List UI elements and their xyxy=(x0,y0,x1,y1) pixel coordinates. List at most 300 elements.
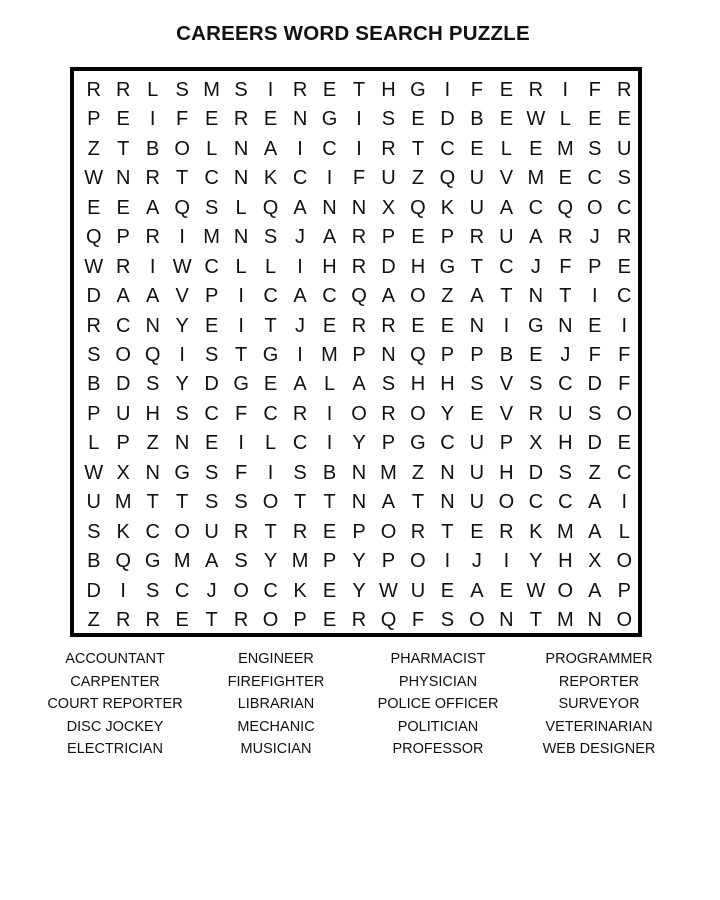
grid-letter[interactable]: R xyxy=(292,402,308,425)
grid-letter[interactable]: I xyxy=(238,285,244,308)
grid-letter[interactable]: N xyxy=(381,343,396,366)
grid-letter[interactable]: C xyxy=(322,137,337,160)
grid-letter[interactable]: E xyxy=(470,137,484,160)
grid-letter[interactable]: E xyxy=(322,609,337,632)
grid-letter[interactable]: K xyxy=(263,167,278,190)
grid-letter[interactable]: Q xyxy=(85,226,102,249)
grid-letter[interactable]: S xyxy=(175,402,189,425)
grid-letter[interactable]: R xyxy=(381,402,396,425)
grid-letter[interactable]: G xyxy=(321,108,338,131)
grid-letter[interactable]: R xyxy=(351,226,367,249)
grid-letter[interactable]: H xyxy=(322,255,337,278)
grid-letter[interactable]: C xyxy=(587,167,602,190)
grid-letter[interactable]: Z xyxy=(441,285,454,308)
grid-letter[interactable]: R xyxy=(145,167,160,190)
grid-letter[interactable]: T xyxy=(500,285,513,308)
grid-letter[interactable]: H xyxy=(440,373,455,396)
grid-letter[interactable]: U xyxy=(499,226,514,249)
grid-letter[interactable]: S xyxy=(204,196,219,219)
grid-letter[interactable]: A xyxy=(381,491,396,514)
grid-letter[interactable]: H xyxy=(145,402,160,425)
grid-letter[interactable]: E xyxy=(263,373,278,396)
grid-letter[interactable]: Q xyxy=(262,196,279,219)
grid-letter[interactable]: U xyxy=(469,196,485,219)
grid-letter[interactable]: U xyxy=(469,461,485,484)
grid-letter[interactable]: Y xyxy=(352,579,366,602)
grid-letter[interactable]: Q xyxy=(380,609,397,632)
grid-letter[interactable]: E xyxy=(499,78,514,101)
grid-letter[interactable]: I xyxy=(267,461,274,484)
grid-letter[interactable]: I xyxy=(356,137,362,160)
grid-letter[interactable]: S xyxy=(146,579,160,602)
grid-letter[interactable]: O xyxy=(174,137,190,160)
grid-letter[interactable]: U xyxy=(115,402,131,425)
grid-letter[interactable]: N xyxy=(528,285,544,308)
grid-letter[interactable]: S xyxy=(175,78,189,101)
grid-letter[interactable]: S xyxy=(558,461,572,484)
grid-letter[interactable]: C xyxy=(558,491,573,514)
grid-letter[interactable]: P xyxy=(87,402,101,425)
grid-letter[interactable]: S xyxy=(146,373,160,396)
grid-letter[interactable]: E xyxy=(322,579,337,602)
grid-letter[interactable]: K xyxy=(529,520,543,543)
grid-letter[interactable]: W xyxy=(84,461,104,484)
grid-letter[interactable]: U xyxy=(204,520,219,543)
grid-letter[interactable]: E xyxy=(263,108,278,131)
grid-letter[interactable]: R xyxy=(351,609,367,632)
grid-letter[interactable]: U xyxy=(410,579,426,602)
grid-letter[interactable]: U xyxy=(617,137,632,160)
grid-letter[interactable]: Z xyxy=(87,609,100,632)
grid-letter[interactable]: A xyxy=(529,226,543,249)
grid-letter[interactable]: Z xyxy=(411,167,425,190)
grid-letter[interactable]: X xyxy=(588,550,602,573)
grid-letter[interactable]: S xyxy=(588,137,602,160)
grid-letter[interactable]: O xyxy=(587,196,603,219)
grid-letter[interactable]: V xyxy=(499,167,514,190)
grid-letter[interactable]: L xyxy=(559,108,571,131)
grid-letter[interactable]: A xyxy=(470,285,484,308)
grid-letter[interactable]: P xyxy=(381,432,396,455)
grid-letter[interactable]: C xyxy=(558,373,573,396)
grid-letter[interactable]: O xyxy=(469,609,485,632)
grid-letter[interactable]: N xyxy=(115,167,131,190)
grid-letter[interactable]: C xyxy=(263,579,278,602)
grid-letter[interactable]: I xyxy=(356,108,362,131)
grid-letter[interactable]: U xyxy=(469,167,485,190)
grid-letter[interactable]: T xyxy=(176,167,189,190)
grid-letter[interactable]: A xyxy=(381,285,396,308)
grid-letter[interactable]: T xyxy=(234,343,248,366)
grid-letter[interactable]: A xyxy=(263,137,278,160)
grid-letter[interactable]: Z xyxy=(146,432,159,455)
grid-letter[interactable]: K xyxy=(440,196,455,219)
grid-letter[interactable]: D xyxy=(528,461,544,484)
grid-letter[interactable]: N xyxy=(233,167,249,190)
grid-letter[interactable]: A xyxy=(293,373,307,396)
grid-letter[interactable]: M xyxy=(556,137,574,160)
grid-letter[interactable]: E xyxy=(499,579,514,602)
grid-letter[interactable]: L xyxy=(88,432,100,455)
grid-letter[interactable]: I xyxy=(444,78,451,101)
grid-letter[interactable]: F xyxy=(559,255,572,278)
grid-letter[interactable]: C xyxy=(440,137,455,160)
grid-letter[interactable]: I xyxy=(621,491,628,514)
grid-letter[interactable]: M xyxy=(173,550,191,573)
grid-letter[interactable]: C xyxy=(528,196,544,219)
grid-letter[interactable]: A xyxy=(588,579,602,602)
grid-letter[interactable]: O xyxy=(410,285,426,308)
grid-letter[interactable]: R xyxy=(469,226,485,249)
grid-letter[interactable]: E xyxy=(588,314,602,337)
grid-letter[interactable]: S xyxy=(234,550,248,573)
grid-letter[interactable]: P xyxy=(588,255,602,278)
grid-letter[interactable]: C xyxy=(617,196,632,219)
grid-letter[interactable]: F xyxy=(588,78,601,101)
grid-letter[interactable]: B xyxy=(470,108,484,131)
grid-letter[interactable]: S xyxy=(381,108,396,131)
grid-letter[interactable]: R xyxy=(499,520,514,543)
grid-letter[interactable]: P xyxy=(617,579,631,602)
grid-letter[interactable]: Y xyxy=(175,314,189,337)
grid-letter[interactable]: P xyxy=(499,432,514,455)
grid-letter[interactable]: S xyxy=(293,461,307,484)
grid-letter[interactable]: D xyxy=(204,373,219,396)
grid-letter[interactable]: J xyxy=(530,255,541,278)
grid-letter[interactable]: O xyxy=(616,609,633,632)
grid-letter[interactable]: O xyxy=(233,579,249,602)
grid-letter[interactable]: T xyxy=(146,491,159,514)
grid-letter[interactable]: N xyxy=(440,461,455,484)
grid-letter[interactable]: I xyxy=(503,314,510,337)
grid-letter[interactable]: W xyxy=(379,579,398,602)
grid-letter[interactable]: E xyxy=(87,196,101,219)
grid-letter[interactable]: C xyxy=(174,579,190,602)
grid-letter[interactable]: E xyxy=(411,314,425,337)
grid-letter[interactable]: O xyxy=(410,402,426,425)
grid-letter[interactable]: R xyxy=(145,226,160,249)
grid-letter[interactable]: E xyxy=(440,314,455,337)
grid-letter[interactable]: C xyxy=(204,255,219,278)
grid-letter[interactable]: T xyxy=(470,255,483,278)
grid-letter[interactable]: O xyxy=(174,520,190,543)
grid-letter[interactable]: B xyxy=(87,550,101,573)
grid-letter[interactable]: H xyxy=(410,373,426,396)
grid-letter[interactable]: T xyxy=(205,609,218,632)
grid-letter[interactable]: A xyxy=(588,520,602,543)
grid-letter[interactable]: M xyxy=(203,226,220,249)
grid-letter[interactable]: G xyxy=(528,314,544,337)
grid-letter[interactable]: S xyxy=(204,343,219,366)
grid-letter[interactable]: S xyxy=(234,491,248,514)
grid-letter[interactable]: O xyxy=(616,402,633,425)
grid-letter[interactable]: O xyxy=(616,550,633,573)
grid-letter[interactable]: E xyxy=(204,108,219,131)
grid-letter[interactable]: E xyxy=(411,108,425,131)
grid-letter[interactable]: L xyxy=(235,255,247,278)
grid-letter[interactable]: F xyxy=(411,609,425,632)
grid-letter[interactable]: N xyxy=(469,314,485,337)
grid-letter[interactable]: S xyxy=(470,373,484,396)
grid-letter[interactable]: E xyxy=(204,314,219,337)
grid-letter[interactable]: N xyxy=(174,432,190,455)
grid-letter[interactable]: E xyxy=(411,226,425,249)
grid-letter[interactable]: Q xyxy=(410,343,426,366)
grid-letter[interactable]: S xyxy=(263,226,278,249)
grid-letter[interactable]: R xyxy=(410,520,426,543)
grid-letter[interactable]: R xyxy=(233,520,249,543)
grid-letter[interactable]: W xyxy=(84,167,104,190)
grid-letter[interactable]: T xyxy=(441,520,454,543)
grid-letter[interactable]: E xyxy=(116,108,130,131)
grid-letter[interactable]: R xyxy=(292,78,308,101)
grid-letter[interactable]: M xyxy=(291,550,309,573)
grid-letter[interactable]: X xyxy=(116,461,130,484)
grid-letter[interactable]: R xyxy=(381,137,396,160)
grid-letter[interactable]: S xyxy=(381,373,396,396)
grid-letter[interactable]: L xyxy=(147,78,159,101)
grid-letter[interactable]: F xyxy=(234,461,248,484)
grid-letter[interactable]: O xyxy=(115,343,131,366)
grid-letter[interactable]: C xyxy=(322,285,337,308)
grid-letter[interactable]: O xyxy=(410,550,426,573)
grid-letter[interactable]: Y xyxy=(352,432,366,455)
grid-letter[interactable]: S xyxy=(440,609,455,632)
grid-letter[interactable]: G xyxy=(262,343,279,366)
grid-letter[interactable]: N xyxy=(351,196,367,219)
grid-letter[interactable]: C xyxy=(145,520,160,543)
grid-letter[interactable]: D xyxy=(587,432,602,455)
grid-letter[interactable]: X xyxy=(529,432,543,455)
grid-letter[interactable]: E xyxy=(116,196,130,219)
grid-letter[interactable]: V xyxy=(499,373,514,396)
grid-letter[interactable]: T xyxy=(176,491,189,514)
grid-letter[interactable]: Q xyxy=(410,196,426,219)
grid-letter[interactable]: G xyxy=(233,373,249,396)
grid-letter[interactable]: W xyxy=(84,255,104,278)
grid-letter[interactable]: T xyxy=(529,609,542,632)
grid-letter[interactable]: C xyxy=(292,167,308,190)
grid-letter[interactable]: R xyxy=(617,78,632,101)
grid-letter[interactable]: M xyxy=(203,78,220,101)
grid-letter[interactable]: A xyxy=(293,285,307,308)
grid-letter[interactable]: T xyxy=(117,137,130,160)
grid-letter[interactable]: I xyxy=(503,550,510,573)
grid-letter[interactable]: Y xyxy=(175,373,189,396)
grid-letter[interactable]: T xyxy=(352,78,366,101)
grid-letter[interactable]: R xyxy=(86,314,101,337)
grid-letter[interactable]: A xyxy=(322,226,337,249)
grid-letter[interactable]: Q xyxy=(351,285,367,308)
grid-letter[interactable]: W xyxy=(526,579,546,602)
grid-letter[interactable]: M xyxy=(321,343,338,366)
grid-letter[interactable]: R xyxy=(351,314,367,337)
grid-letter[interactable]: G xyxy=(174,461,190,484)
grid-letter[interactable]: I xyxy=(297,343,303,366)
grid-letter[interactable]: S xyxy=(234,78,248,101)
grid-letter[interactable]: L xyxy=(618,520,630,543)
grid-letter[interactable]: T xyxy=(293,491,307,514)
grid-letter[interactable]: E xyxy=(322,520,337,543)
grid-letter[interactable]: T xyxy=(264,314,277,337)
grid-letter[interactable]: P xyxy=(381,550,396,573)
grid-letter[interactable]: F xyxy=(234,402,248,425)
grid-letter[interactable]: M xyxy=(556,609,574,632)
grid-letter[interactable]: J xyxy=(295,314,306,337)
grid-letter[interactable]: Z xyxy=(411,461,425,484)
grid-letter[interactable]: V xyxy=(175,285,189,308)
grid-letter[interactable]: M xyxy=(556,520,574,543)
grid-letter[interactable]: S xyxy=(87,343,101,366)
grid-letter[interactable]: L xyxy=(235,196,247,219)
grid-letter[interactable]: T xyxy=(411,137,425,160)
grid-letter[interactable]: P xyxy=(116,226,130,249)
grid-letter[interactable]: V xyxy=(499,402,514,425)
grid-letter[interactable]: D xyxy=(381,255,396,278)
grid-letter[interactable]: H xyxy=(558,550,573,573)
grid-letter[interactable]: L xyxy=(265,255,277,278)
grid-letter[interactable]: Q xyxy=(174,196,190,219)
grid-letter[interactable]: T xyxy=(559,285,572,308)
grid-letter[interactable]: Q xyxy=(557,196,574,219)
grid-letter[interactable]: H xyxy=(558,432,573,455)
grid-letter[interactable]: F xyxy=(352,167,366,190)
grid-letter[interactable]: C xyxy=(263,285,278,308)
grid-letter[interactable]: U xyxy=(86,491,101,514)
grid-letter[interactable]: D xyxy=(440,108,455,131)
grid-letter[interactable]: E xyxy=(470,520,484,543)
grid-letter[interactable]: L xyxy=(206,137,218,160)
grid-letter[interactable]: M xyxy=(380,461,397,484)
grid-letter[interactable]: C xyxy=(204,402,219,425)
grid-letter[interactable]: I xyxy=(238,432,244,455)
grid-letter[interactable]: R xyxy=(86,78,101,101)
grid-letter[interactable]: A xyxy=(588,491,602,514)
grid-letter[interactable]: R xyxy=(617,226,632,249)
grid-letter[interactable]: G xyxy=(410,78,426,101)
grid-letter[interactable]: N xyxy=(292,108,308,131)
grid-letter[interactable]: O xyxy=(262,609,279,632)
grid-letter[interactable]: A xyxy=(470,579,484,602)
grid-letter[interactable]: S xyxy=(204,461,219,484)
grid-letter[interactable]: X xyxy=(381,196,396,219)
grid-letter[interactable]: L xyxy=(265,432,277,455)
grid-letter[interactable]: B xyxy=(322,461,337,484)
grid-letter[interactable]: E xyxy=(175,609,189,632)
grid-letter[interactable]: S xyxy=(204,491,219,514)
grid-letter[interactable]: S xyxy=(617,167,631,190)
grid-letter[interactable]: E xyxy=(499,108,514,131)
grid-letter[interactable]: F xyxy=(618,373,631,396)
grid-letter[interactable]: R xyxy=(528,78,544,101)
grid-letter[interactable]: B xyxy=(87,373,101,396)
grid-letter[interactable]: J xyxy=(471,550,482,573)
grid-letter[interactable]: W xyxy=(172,255,192,278)
grid-letter[interactable]: L xyxy=(323,373,336,396)
grid-letter[interactable]: J xyxy=(560,343,571,366)
grid-letter[interactable]: A xyxy=(204,550,219,573)
grid-letter[interactable]: S xyxy=(588,402,602,425)
grid-letter[interactable]: R xyxy=(233,609,249,632)
grid-letter[interactable]: E xyxy=(322,78,337,101)
grid-letter[interactable]: N xyxy=(351,461,367,484)
grid-letter[interactable]: R xyxy=(558,226,573,249)
grid-letter[interactable]: U xyxy=(469,432,485,455)
grid-letter[interactable]: N xyxy=(499,609,514,632)
grid-letter[interactable]: H xyxy=(381,78,396,101)
grid-letter[interactable]: R xyxy=(381,314,396,337)
grid-letter[interactable]: Z xyxy=(87,137,100,160)
grid-letter[interactable]: I xyxy=(149,108,156,131)
grid-letter[interactable]: A xyxy=(146,196,160,219)
grid-letter[interactable]: F xyxy=(618,343,631,366)
grid-letter[interactable]: C xyxy=(528,491,544,514)
grid-letter[interactable]: O xyxy=(262,491,279,514)
grid-letter[interactable]: Z xyxy=(588,461,601,484)
grid-letter[interactable]: E xyxy=(322,314,337,337)
grid-letter[interactable]: N xyxy=(587,609,602,632)
grid-letter[interactable]: O xyxy=(380,520,397,543)
grid-letter[interactable]: N xyxy=(233,226,249,249)
grid-letter[interactable]: E xyxy=(529,137,543,160)
grid-letter[interactable]: C xyxy=(440,432,455,455)
grid-letter[interactable]: I xyxy=(326,432,333,455)
grid-letter[interactable]: C xyxy=(617,285,632,308)
grid-letter[interactable]: P xyxy=(352,343,366,366)
grid-letter[interactable]: I xyxy=(444,550,451,573)
grid-letter[interactable]: E xyxy=(617,108,631,131)
grid-letter[interactable]: N xyxy=(145,461,160,484)
grid-letter[interactable]: W xyxy=(526,108,546,131)
grid-letter[interactable]: N xyxy=(440,491,455,514)
grid-letter[interactable]: I xyxy=(267,78,274,101)
grid-letter[interactable]: L xyxy=(500,137,512,160)
grid-letter[interactable]: A xyxy=(499,196,514,219)
grid-letter[interactable]: E xyxy=(440,579,455,602)
grid-letter[interactable]: N xyxy=(558,314,573,337)
grid-letter[interactable]: J xyxy=(295,226,306,249)
grid-letter[interactable]: T xyxy=(264,520,277,543)
grid-letter[interactable]: E xyxy=(529,343,543,366)
grid-letter[interactable]: O xyxy=(351,402,367,425)
grid-letter[interactable]: R xyxy=(528,402,544,425)
grid-letter[interactable]: D xyxy=(587,373,602,396)
letter-grid[interactable] xyxy=(79,75,639,635)
grid-letter[interactable]: P xyxy=(87,108,101,131)
grid-letter[interactable]: P xyxy=(293,609,307,632)
grid-letter[interactable]: K xyxy=(293,579,307,602)
grid-letter[interactable]: C xyxy=(115,314,131,337)
grid-letter[interactable]: F xyxy=(588,343,601,366)
grid-letter[interactable]: P xyxy=(440,343,455,366)
grid-letter[interactable]: Y xyxy=(529,550,543,573)
grid-letter[interactable]: N xyxy=(322,196,337,219)
grid-letter[interactable]: R xyxy=(115,609,131,632)
grid-letter[interactable]: R xyxy=(233,108,249,131)
grid-letter[interactable]: E xyxy=(588,108,602,131)
grid-letter[interactable]: B xyxy=(499,343,514,366)
grid-letter[interactable]: U xyxy=(558,402,573,425)
grid-letter[interactable]: O xyxy=(498,491,515,514)
grid-letter[interactable]: C xyxy=(499,255,514,278)
grid-letter[interactable]: P xyxy=(381,226,396,249)
grid-letter[interactable]: P xyxy=(440,226,455,249)
grid-letter[interactable]: G xyxy=(144,550,161,573)
grid-letter[interactable]: I xyxy=(326,402,333,425)
grid-letter[interactable]: I xyxy=(297,255,303,278)
grid-letter[interactable]: P xyxy=(322,550,337,573)
grid-letter[interactable]: M xyxy=(114,491,132,514)
